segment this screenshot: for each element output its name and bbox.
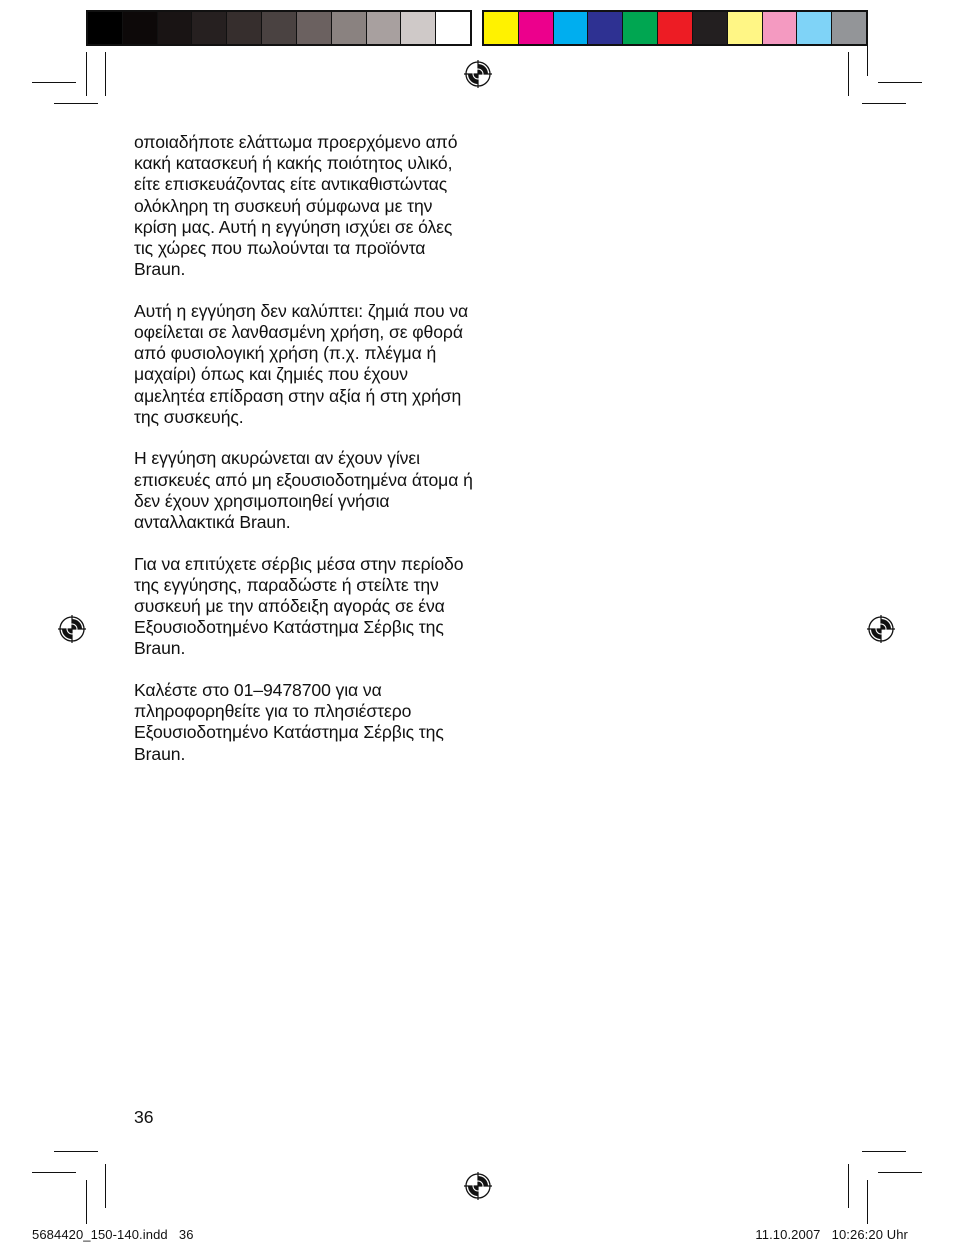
crop-mark [862, 1151, 906, 1152]
crop-mark [878, 1172, 922, 1173]
color-swatch [262, 12, 297, 44]
crop-mark [862, 103, 906, 104]
color-swatch [297, 12, 332, 44]
color-swatch [832, 12, 866, 44]
crop-mark [848, 1164, 849, 1208]
color-swatch [763, 12, 798, 44]
warranty-text-column [134, 132, 474, 785]
color-swatch [192, 12, 227, 44]
crop-mark [32, 1172, 76, 1173]
registration-mark-icon [867, 615, 895, 643]
color-swatch [797, 12, 832, 44]
body-paragraph: Η εγγύηση ακυρώνεται αν έχουν γίνει επισκευές από μη εξουσιοδοτημένα άτομα ή δεν έχουν χρησιμοποιηθεί γνήσια ανταλλακτικά Braun. [134, 448, 473, 533]
color-swatch [436, 12, 470, 44]
registration-mark-icon [58, 615, 86, 643]
color-swatch [88, 12, 123, 44]
color-swatch [227, 12, 262, 44]
process-color-bar [482, 10, 868, 46]
crop-mark [86, 1180, 87, 1224]
crop-mark [86, 52, 87, 96]
color-swatch [484, 12, 519, 44]
color-swatch [728, 12, 763, 44]
slug-timestamp: 11.10.2007 10:26:20 Uhr [755, 1227, 908, 1242]
color-swatch [123, 12, 158, 44]
crop-mark [878, 82, 922, 83]
crop-mark [105, 52, 106, 96]
body-paragraph: Για να επιτύχετε σέρβις μέσα στην περίοδο της εγγύησης, παραδώστε ή στείλτε την συσκευή με την απόδειξη αγοράς σε ένα Εξουσιοδοτημένο Κατάστημα Σέρβις της Braun. [134, 553, 464, 659]
color-swatch [623, 12, 658, 44]
body-paragraph: οποιαδήποτε ελάττωμα προερχόμενο από κακή κατασκευή ή κακής ποιότητος υλικό, είτε επισκευάζοντας είτε αντικαθιστώντας ολόκληρη τη συσκευή σύμφωνα με την κρίση μας. Αυτή η εγγύηση ισχύει σε όλες τις χώρες που πωλούνται τα προϊόντα Braun. [134, 132, 458, 280]
color-swatch [401, 12, 436, 44]
registration-mark-icon [464, 1172, 492, 1200]
color-swatch [554, 12, 589, 44]
color-swatch [332, 12, 367, 44]
color-swatch [519, 12, 554, 44]
crop-mark [867, 32, 868, 76]
color-swatch [367, 12, 402, 44]
body-paragraph: Αυτή η εγγύηση δεν καλύπτει: ζημιά που να οφείλεται σε λανθασμένη χρήση, σε φθορά από φυσιολογική χρήση (π.χ. πλέγμα ή μαχαίρι) όπως και ζημιές που έχουν αμελητέα επίδραση στην αξία ή στη χρήση της συσκευής. [134, 300, 469, 427]
crop-mark [848, 52, 849, 96]
color-swatch [588, 12, 623, 44]
slug-filename: 5684420_150-140.indd 36 [32, 1227, 194, 1242]
color-swatch [158, 12, 193, 44]
crop-mark [54, 1151, 98, 1152]
body-paragraph: Καλέστε στο 01–9478700 για να πληροφορηθείτε για το πλησιέστερο Εξουσιοδοτημένο Κατάστημα Σέρβις της Braun. [134, 680, 444, 764]
color-swatch [693, 12, 728, 44]
page-number: 36 [134, 1107, 154, 1127]
color-swatch [658, 12, 693, 44]
crop-mark [105, 1164, 106, 1208]
grayscale-color-bar [86, 10, 472, 46]
crop-mark [32, 82, 76, 83]
registration-mark-icon [464, 60, 492, 88]
crop-mark [867, 1180, 868, 1224]
crop-mark [54, 103, 98, 104]
